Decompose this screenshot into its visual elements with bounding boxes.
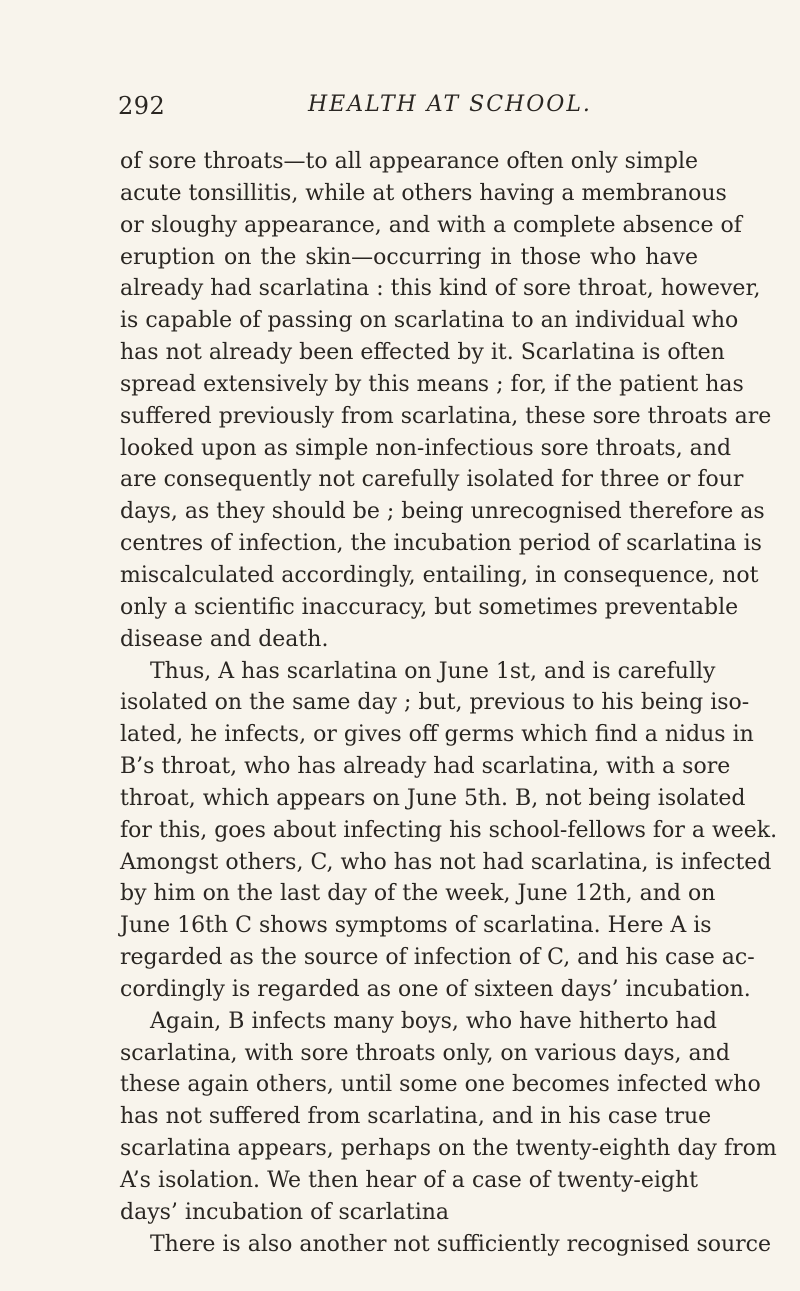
text-line: Thus, A has scarlatina on June 1st, and is carefully xyxy=(150,658,716,684)
text-line: A’s isolation. We then hear of a case of twenty-eight xyxy=(120,1168,698,1193)
text-line: has not already been effected by it. Scarlatina is often xyxy=(120,340,725,366)
text-line: scarlatina appears, perhaps on the twenty-eighth day from xyxy=(120,1136,777,1162)
text-line: throat, which appears on June 5th. B, not being isolated xyxy=(120,785,746,811)
text-line: acute tonsillitis, while at others having a membranous xyxy=(120,180,727,206)
text-line: has not suffered from scarlatina, and in his case true xyxy=(120,1104,712,1130)
running-head: HEALTH AT SCHOOL. xyxy=(308,92,592,117)
text-line: looked upon as simple non-infectious sore throats, and xyxy=(120,435,732,461)
text-line: spread extensively by this means ; for, if the patient has xyxy=(120,371,744,397)
page-number: 292 xyxy=(118,92,166,120)
text-line: June 16th C shows symptoms of scarlatina. Here A is xyxy=(120,913,712,939)
text-line: scarlatina, with sore throats only, on various days, and xyxy=(120,1040,730,1066)
text-line: eruption on the skin—occurring in those who have xyxy=(120,244,698,270)
text-line: disease and death. xyxy=(120,626,329,652)
text-line: miscalculated accordingly, entailing, in consequence, not xyxy=(120,562,759,588)
text-line: are consequently not carefully isolated for three or four xyxy=(120,467,744,493)
text-line: is capable of passing on scarlatina to an individual who xyxy=(120,308,739,334)
text-line: suffered previously from scarlatina, these sore throats are xyxy=(120,403,772,429)
text-line: of sore throats—to all appearance often only simple xyxy=(120,149,698,174)
text-line: cordingly is regarded as one of sixteen days’ incubation. xyxy=(120,976,751,1002)
body-text xyxy=(120,146,778,1261)
text-line: lated, he infects, or gives off germs which find a nidus in xyxy=(120,722,754,748)
text-line: centres of infection, the incubation period of scarlatina is xyxy=(120,531,762,557)
text-line: Again, B infects many boys, who have hitherto had xyxy=(150,1008,718,1034)
page-header xyxy=(118,92,698,132)
text-line: days, as they should be ; being unrecognised therefore as xyxy=(120,499,765,525)
text-line: regarded as the source of infection of C, and his case ac- xyxy=(120,945,755,971)
text-line: only a scientific inaccuracy, but sometimes preventable xyxy=(120,594,739,620)
text-line: Amongst others, C, who has not had scarlatina, is infected xyxy=(120,849,772,875)
text-line: days’ incubation of scarlatina xyxy=(120,1199,450,1225)
text-line: B’s throat, who has already had scarlatina, with a sore xyxy=(120,754,731,780)
text-line: or sloughy appearance, and with a complete absence of xyxy=(120,212,742,238)
text-line: for this, goes about infecting his school-fellows for a week. xyxy=(120,817,778,843)
text-line: already had scarlatina : this kind of sore throat, however, xyxy=(120,276,761,302)
text-line: these again others, until some one becomes infected who xyxy=(120,1072,761,1098)
text-line: by him on the last day of the week, June 12th, and on xyxy=(120,881,716,907)
text-line: There is also another not sufficiently recognised source xyxy=(150,1231,772,1257)
text-line: isolated on the same day ; but, previous to his being iso- xyxy=(120,690,750,716)
